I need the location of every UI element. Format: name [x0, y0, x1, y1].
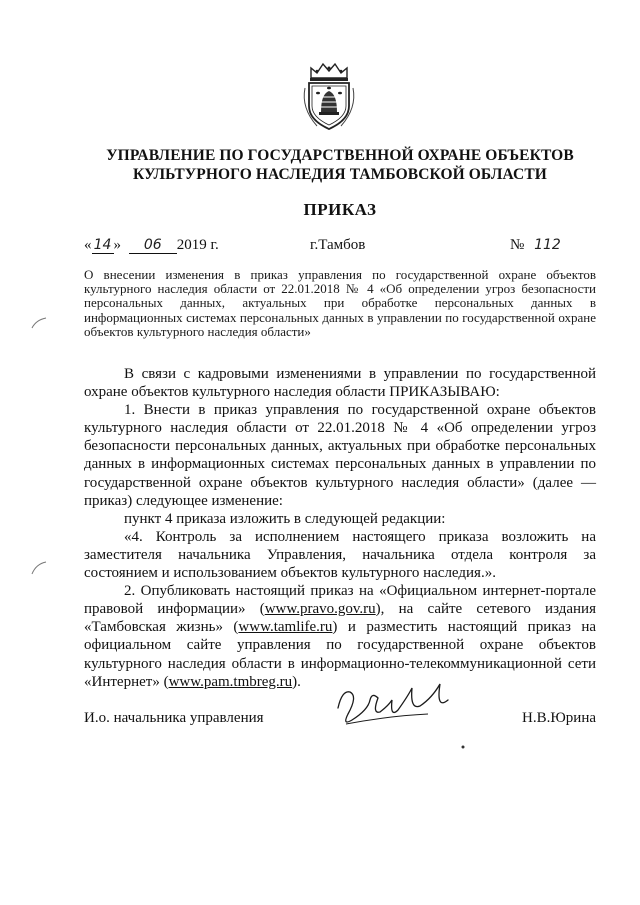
item2-text-b: ), на сайте сетевого издания «Тамбовская жизнь» ( — [84, 601, 596, 636]
organization-title — [60, 146, 620, 184]
document-meta-row — [84, 237, 584, 257]
number-value: 112 — [534, 237, 561, 253]
document-type: ПРИКАЗ — [303, 200, 377, 219]
document-city: г.Тамбов — [310, 237, 366, 253]
organization-title-line1: УПРАВЛЕНИЕ ПО ГОСУДАРСТВЕННОЙ ОХРАНЕ ОБЪЕКТОВ — [106, 147, 574, 164]
date-year: 2019 г. — [176, 237, 219, 253]
margin-mark — [30, 560, 48, 576]
ink-dot — [460, 744, 466, 750]
document-date — [84, 237, 219, 254]
link-pam-tmbreg[interactable]: www.pam.tmbreg.ru — [168, 673, 293, 690]
link-tamlife[interactable]: www.tamlife.ru — [238, 619, 333, 636]
document-body — [84, 365, 596, 691]
body-paragraph-instruction: пункт 4 приказа изложить в следующей редакции: — [124, 510, 446, 527]
number-label: № — [510, 237, 525, 253]
coat-of-arms-icon — [297, 60, 361, 134]
body-paragraph-new-wording: «4. Контроль за исполнением настоящего приказа возложить на заместителя начальника Управления, начальника отдела контроля за состоянием и использованием объектов культурного наследия.». — [84, 528, 596, 582]
date-day: 14 — [92, 237, 114, 254]
signatory-position: И.о. начальника управления — [84, 710, 264, 726]
item2-text-a: 2. Опубликовать настоящий приказ на «Официальном интернет-портале правовой информации» ( — [84, 583, 596, 618]
organization-title-line2: КУЛЬТУРНОГО НАСЛЕДИЯ ТАМБОВСКОЙ ОБЛАСТИ — [133, 166, 547, 183]
link-pravo[interactable]: www.pravo.gov.ru — [264, 601, 376, 618]
document-number — [510, 237, 561, 254]
body-paragraph-item1: 1. Внести в приказ управления по государственной охране объектов культурного наследия области от 22.01.2018 № 4 «Об определении угроз безопасности персональных данных, актуальных при обработке персональных данных в информационных системах персональных данных в управлении по государственной охране объектов культурного наследия области» (далее — приказ) следующее изменение: — [84, 402, 596, 509]
date-quote-close: » — [113, 237, 121, 253]
date-quote-open: « — [84, 237, 92, 253]
signatory-name: Н.В.Юрина — [522, 710, 596, 726]
body-paragraph-preamble: В связи с кадровыми изменениями в управлении по государственной охране объектов культурного наследия области ПРИКАЗЫВАЮ: — [84, 366, 596, 401]
document-subject: О внесении изменения в приказ управления по государственной охране объектов культурного наследия области от 22.01.2018 № 4 «Об определении угроз безопасности персональных данных, актуальных при обработке персональных данных в информационных системах персональных данных в управлении по государственной охране объектов культурного наследия области» — [84, 267, 596, 339]
margin-mark — [30, 316, 48, 330]
signature-row — [84, 710, 596, 730]
item2-text-d: ). — [292, 673, 301, 690]
date-month: 06 — [129, 237, 177, 254]
item2-text-c: ) и разместить настоящий приказ на официальном сайте управления по государственной охране объектов культурного наследия области в информационно-телекоммуникационной сети «Интернет» ( — [84, 619, 596, 690]
